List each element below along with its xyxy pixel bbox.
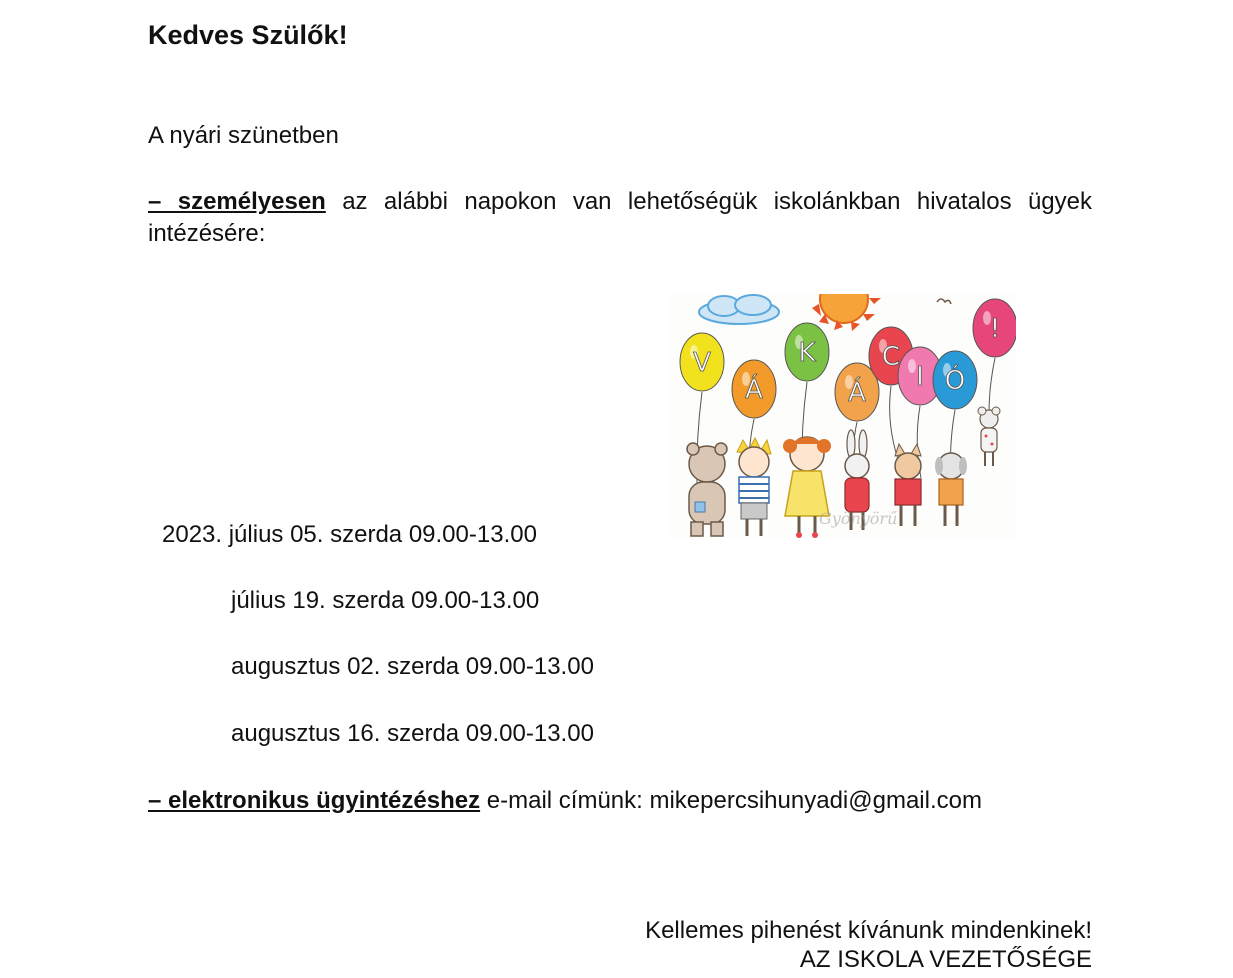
balloon-letter: Á: [745, 375, 763, 405]
email-text: e-mail címünk: mikepercsihunyadi@gmail.com: [480, 787, 982, 814]
watermark-text: Gyönyörű: [819, 509, 898, 528]
balloon-letter: Á: [848, 378, 866, 408]
closing-wish: Kellemes pihenést kívánunk mindenkinek!: [645, 917, 1092, 944]
in-person-label: – személyesen: [148, 188, 326, 215]
balloons-children-drawing: [669, 294, 1016, 538]
closing-signature: AZ ISKOLA VEZETŐSÉGE: [799, 946, 1092, 973]
intro-text: A nyári szünetben: [148, 122, 339, 149]
in-person-paragraph: [148, 186, 1092, 250]
balloon-letter: K: [798, 338, 816, 368]
balloon-letter: C: [881, 342, 901, 372]
balloon-letter: V: [693, 348, 711, 378]
electronic-paragraph: [148, 785, 982, 817]
date-line-2: július 19. szerda 09.00-13.00: [231, 587, 540, 614]
closing-block: [645, 916, 1092, 974]
balloon-letter: !: [989, 314, 1001, 344]
greeting-heading: Kedves Szülők!: [148, 20, 348, 50]
balloon-letter: I: [916, 362, 924, 392]
cloud-icon: [699, 295, 779, 324]
balloon-letter: Ó: [944, 366, 966, 396]
date-line-3: augusztus 02. szerda 09.00-13.00: [231, 653, 594, 680]
vakacio-illustration: [669, 294, 1016, 538]
in-person-text: az alábbi napokon van lehetőségük iskolánkban hivatalos ügyek intézésére:: [148, 188, 1092, 247]
bear-figure: [687, 443, 727, 536]
date-line-4: augusztus 16. szerda 09.00-13.00: [231, 720, 594, 747]
date-line-1: 2023. július 05. szerda 09.00-13.00: [162, 521, 537, 548]
electronic-label: – elektronikus ügyintézéshez: [148, 787, 481, 814]
